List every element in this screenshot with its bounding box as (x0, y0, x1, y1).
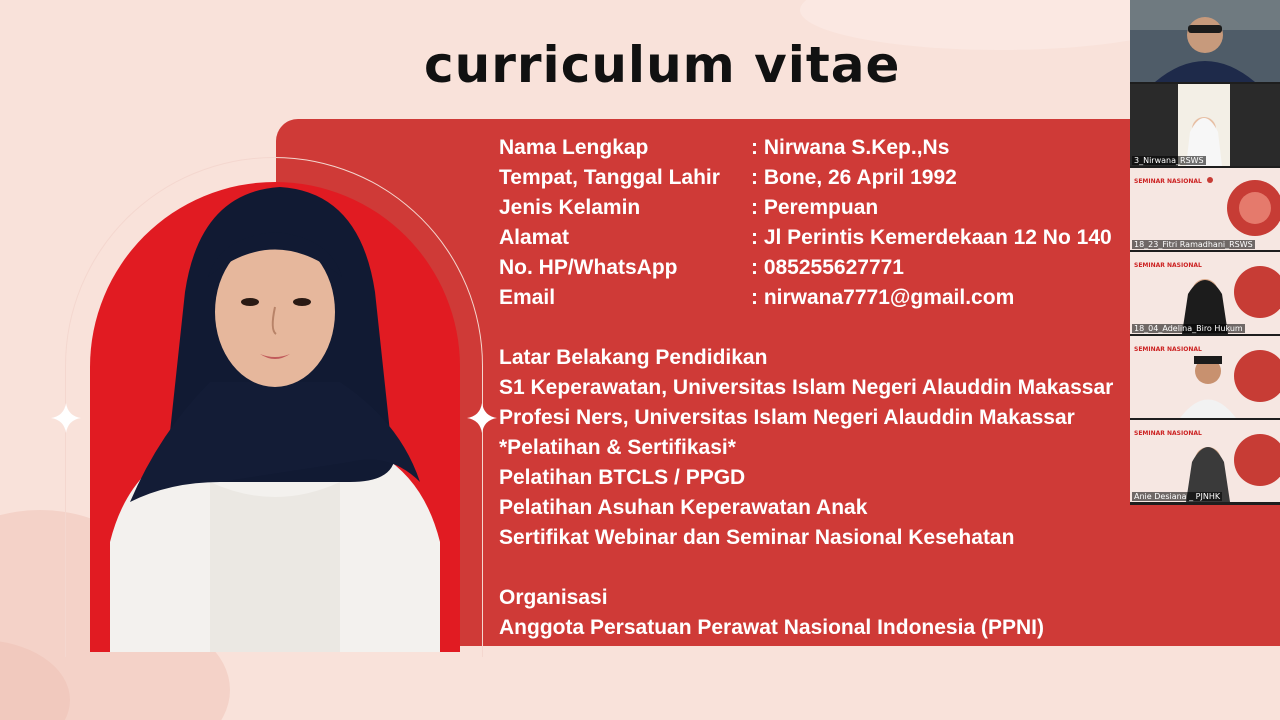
participant-video (1130, 84, 1280, 166)
field-value: : Nirwana S.Kep.,Ns (751, 136, 950, 159)
field-label: Nama Lengkap (499, 136, 649, 159)
training-item: Pelatihan BTCLS / PPGD (499, 466, 746, 489)
cv-details (499, 133, 1113, 643)
training-item: Sertifikat Webinar dan Seminar Nasional Kesehatan (499, 526, 1015, 549)
education-heading: Latar Belakang Pendidikan (499, 346, 768, 369)
field-email (499, 283, 1113, 313)
participant-tile[interactable] (1130, 0, 1280, 82)
participant-tile[interactable] (1130, 420, 1280, 502)
sparkle-icon (467, 403, 497, 433)
participant-name: 18_04_Adelina_Biro Hukum (1134, 324, 1243, 333)
person-illustration (90, 182, 460, 652)
slide-title: curriculum vitae (424, 36, 901, 94)
field-label: No. HP/WhatsApp (499, 256, 678, 279)
field-gender (499, 193, 1113, 223)
field-address (499, 223, 1113, 253)
field-label: Tempat, Tanggal Lahir (499, 166, 720, 189)
field-value: : Bone, 26 April 1992 (751, 166, 957, 189)
training-item: Pelatihan Asuhan Keperawatan Anak (499, 496, 868, 519)
seminar-label: SEMINAR NASIONAL (1134, 262, 1202, 269)
profile-photo (90, 182, 460, 652)
participant-tile[interactable] (1130, 252, 1280, 334)
seminar-label: SEMINAR NASIONAL (1134, 430, 1202, 437)
participant-tile[interactable] (1130, 84, 1280, 166)
training-heading: *Pelatihan & Sertifikasi* (499, 436, 736, 459)
field-value: : Perempuan (751, 196, 879, 219)
field-birth (499, 163, 1113, 193)
participant-name: Anie Desiana _ PJNHK (1134, 492, 1221, 501)
field-label: Jenis Kelamin (499, 196, 641, 219)
field-value: : nirwana7771@gmail.com (751, 286, 1015, 309)
sparkle-icon (51, 403, 81, 433)
education-item: Profesi Ners, Universitas Islam Negeri Alauddin Makassar (499, 406, 1075, 429)
field-full-name (499, 133, 1113, 163)
participant-name: 18_23_Fitri Ramadhani_RSWS (1134, 240, 1253, 249)
participant-name: 3_Nirwana_RSWS (1134, 156, 1204, 165)
organization-item: Anggota Persatuan Perawat Nasional Indonesia (PPNI) (499, 616, 1044, 639)
participant-tile[interactable] (1130, 168, 1280, 250)
field-label: Email (499, 286, 556, 309)
participant-tile[interactable] (1130, 336, 1280, 418)
seminar-label: SEMINAR NASIONAL (1134, 178, 1202, 185)
seminar-label: SEMINAR NASIONAL (1134, 346, 1202, 353)
education-item: S1 Keperawatan, Universitas Islam Negeri Alauddin Makassar (499, 376, 1114, 399)
field-label: Alamat (499, 226, 570, 249)
field-phone (499, 253, 1113, 283)
organization-heading: Organisasi (499, 586, 608, 609)
participants-panel (1130, 0, 1280, 505)
field-value: : Jl Perintis Kemerdekaan 12 No 140 (751, 226, 1112, 249)
field-value: : 085255627771 (751, 256, 904, 279)
participant-video (1130, 0, 1280, 82)
